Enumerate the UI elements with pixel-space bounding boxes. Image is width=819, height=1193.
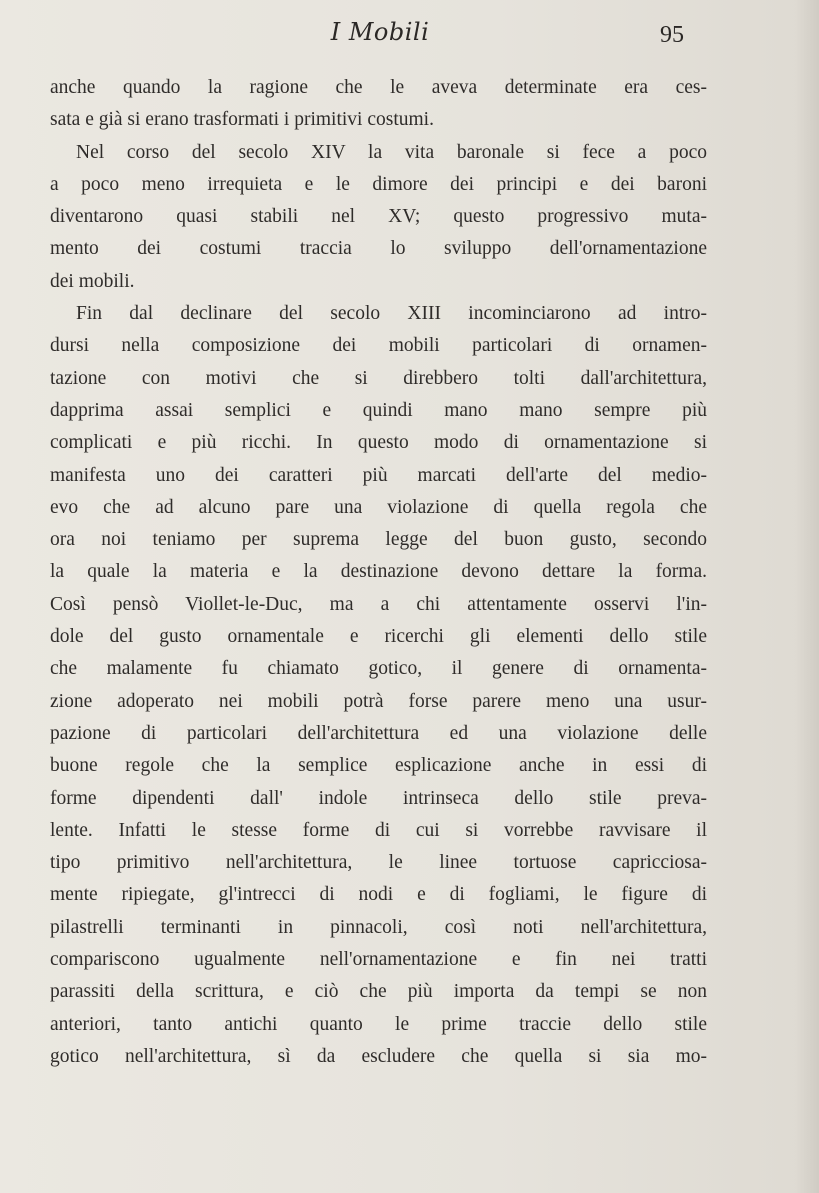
text-line: mente ripiegate, gl'intrecci di nodi e di fogliami, le figure di: [50, 884, 707, 906]
text-line: Nel corso del secolo XIV la vita baronale si fece a poco: [76, 141, 707, 163]
text-line: pilastrelli terminanti in pinnacoli, così noti nell'architettura,: [50, 916, 707, 938]
text-line: compariscono ugualmente nell'ornamentazione e fin nei tratti: [50, 949, 707, 971]
text-line: Così pensò Viollet-le-Duc, ma a chi attentamente osservi l'in-: [50, 593, 707, 615]
text-line: buone regole che la semplice esplicazione anche in essi di: [50, 755, 707, 777]
text-line: Fin dal declinare del secolo XIII incominciarono ad intro-: [76, 303, 707, 325]
text-line: a poco meno irrequieta e le dimore dei principi e dei baroni: [50, 173, 707, 195]
text-line: evo che ad alcuno pare una violazione di quella regola che: [50, 496, 707, 518]
text-line: gotico nell'architettura, sì da escludere che quella si sia mo-: [50, 1045, 707, 1067]
text-line: che malamente fu chiamato gotico, il genere di ornamenta-: [50, 658, 707, 680]
text-line: complicati e più ricchi. In questo modo di ornamentazione si: [50, 432, 707, 454]
text-line: zione adoperato nei mobili potrà forse parere meno una usur-: [50, 690, 707, 712]
text-line: forme dipendenti dall' indole intrinseca dello stile preva-: [50, 787, 707, 809]
text-line: anteriori, tanto antichi quanto le prime traccie dello stile: [50, 1013, 707, 1035]
text-line: lente. Infatti le stesse forme di cui si vorrebbe ravvisare il: [50, 819, 707, 841]
text-line: diventarono quasi stabili nel XV; questo progressivo muta-: [50, 206, 707, 228]
text-line: mento dei costumi traccia lo sviluppo dell'ornamentazione: [50, 238, 707, 260]
text-line: dapprima assai semplici e quindi mano mano sempre più: [50, 399, 707, 421]
text-line: dole del gusto ornamentale e ricerchi gli elementi dello stile: [50, 626, 707, 648]
text-line: parassiti della scrittura, e ciò che più importa da tempi se non: [50, 981, 707, 1003]
running-title: I Mobili: [330, 18, 430, 46]
running-head: [0, 14, 819, 54]
text-line: dursi nella composizione dei mobili particolari di ornamen-: [50, 335, 707, 357]
text-line: manifesta uno dei caratteri più marcati dell'arte del medio-: [50, 464, 707, 486]
text-line: sata e già si erano trasformati i primitivi costumi.: [50, 109, 434, 131]
text-line: la quale la materia e la destinazione devono dettare la forma.: [50, 561, 707, 583]
body-text: [50, 72, 707, 1073]
page-number: 95: [660, 22, 684, 48]
text-line: tazione con motivi che si direbbero tolti dall'architettura,: [50, 367, 707, 389]
text-line: tipo primitivo nell'architettura, le linee tortuose capricciosa-: [50, 852, 707, 874]
text-line: anche quando la ragione che le aveva determinate era ces-: [50, 77, 707, 98]
text-line: ora noi teniamo per suprema legge del buon gusto, secondo: [50, 529, 707, 551]
text-line: pazione di particolari dell'architettura ed una violazione delle: [50, 722, 707, 744]
text-line: dei mobili.: [50, 270, 135, 292]
